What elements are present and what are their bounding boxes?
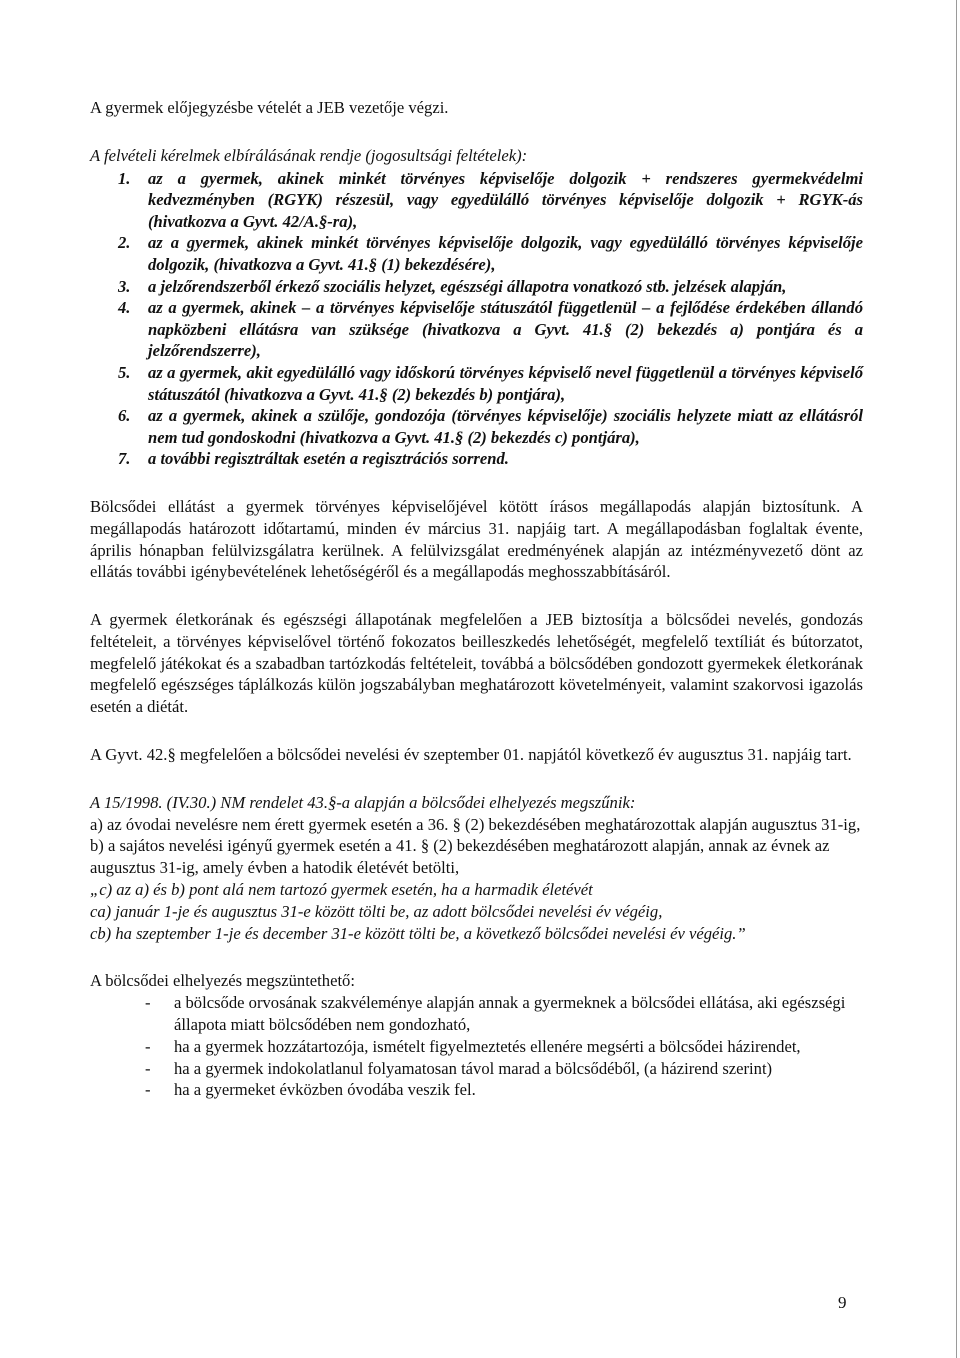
criteria-item: 5. az a gyermek, akit egyedülálló vagy időskorú törvényes képviselő nevel függetlenül a törvényes képviselő státuszától (hivatkozva a Gyvt. 41.§ (2) bekezdés b) pontjára),	[118, 362, 863, 404]
decree-heading: A 15/1998. (IV.30.) NM rendelet 43.§-a alapján a bölcsődei elhelyezés megszűnik:	[90, 792, 636, 812]
termination-item: - ha a gyermeket évközben óvodába veszik fel.	[145, 1080, 476, 1100]
agreement-paragraph: Bölcsődei ellátást a gyermek törvényes képviselőjével kötött írásos megállapodás alapján biztosítunk. A megállapodás határozott időtartamú, minden év március 31. napjáig tart. A megállapodásban foglaltak évente, április hónapban felülvizsgálatra kerülnek. A felülvizsgálat eredményének alapján az intézményvezető dönt az ellátás további igénybevételének lehetőségéről és a megállapodás meghosszabbításáról.	[90, 496, 863, 582]
care-paragraph: A gyermek életkorának és egészségi állapotának megfelelően a JEB biztosítja a bölcsődei nevelés, gondozás feltételeit, a törvényes képviselővel történő fokozatos beilleszkedés lehetőségét, megfelelő textíliát és bútorzatot, megfelelő játékokat és a szabadban tartózkodás feltételeit, továbbá a bölcsődében gondozott gyermekek életkorának megfelelő egészséges táplálkozás külön jogszabályban meghatározott követelményeit, valamint szakorvosi igazolás esetén a diétát.	[90, 610, 863, 717]
intro-paragraph: A gyermek előjegyzésbe vételét a JEB vezetője végzi.	[90, 98, 449, 117]
decree-point-cb: cb) ha szeptember 1-je és december 31-e között tölti be, a következő bölcsődei nevelési év végéig.”	[90, 923, 746, 943]
decree-point-b: b) a sajátos nevelési igényű gyermek esetén a 41. § (2) bekezdésében meghatározott alapján, annak az évnek az augusztus 31-ig, amely évben a hatodik életévét betölti,	[90, 836, 830, 878]
criteria-item: 1. az a gyermek, akinek minkét törvényes képviselője dolgozik + rendszeres gyermekvédelmi kedvezményben (RGYK) részesül, vagy egyedülálló törvényes képviselője dolgozik + RGYK-ás (hivatkozva a Gyvt. 42/A.§-ra),	[118, 168, 863, 231]
decree-point-c: „c) az a) és b) pont alá nem tartozó gyermek esetén, ha a harmadik életévét	[90, 880, 593, 900]
scan-edge-line	[956, 0, 957, 1358]
criteria-item: 6. az a gyermek, akinek a szülője, gondozója (törvényes képviselője) szociális helyzete miatt az ellátásról nem tud gondoskodni (hivatkozva a Gyvt. 41.§ (2) bekezdés c) pontjára),	[118, 406, 863, 447]
termination-list	[90, 992, 863, 1101]
gyvt-paragraph: A Gyvt. 42.§ megfelelően a bölcsődei nevelési év szeptember 01. napjától következő év augusztus 31. napjáig tart.	[90, 745, 852, 765]
criteria-heading: A felvételi kérelmek elbírálásának rendje (jogosultsági feltételek):	[90, 145, 528, 165]
criteria-item: 2. az a gyermek, akinek minkét törvényes képviselője dolgozik, vagy egyedülálló törvényes képviselője dolgozik, (hivatkozva a Gyvt. 41.§ (1) bekezdésére),	[118, 233, 863, 274]
criteria-item: 7. a további regisztráltak esetén a regisztrációs sorrend.	[118, 449, 509, 469]
termination-item: - ha a gyermek hozzátartozója, ismételt figyelmeztetés ellenére megsérti a bölcsődei házirendet,	[145, 1036, 801, 1056]
document-page	[90, 97, 863, 1101]
termination-item: - ha a gyermek indokolatlanul folyamatosan távol marad a bölcsődéből, (a házirend szerint)	[145, 1058, 773, 1078]
decree-point-ca: ca) január 1-je és augusztus 31-e között tölti be, az adott bölcsődei nevelési év végéig,	[90, 901, 663, 921]
decree-point-a: a) az óvodai nevelésre nem érett gyermek esetén a 36. § (2) bekezdésében meghatározottak alapján augusztus 31-ig,	[90, 814, 861, 834]
page-number: 9	[838, 1293, 847, 1312]
termination-heading: A bölcsődei elhelyezés megszüntethető:	[90, 971, 355, 991]
criteria-item: 4. az a gyermek, akinek – a törvényes képviselője státuszától függetlenül – a fejlődése érdekében állandó napközbeni ellátásra van szüksége (hivatkozva a Gyvt. 41.§ (2) bekezdés a) pontjára és a jelzőrendszerre),	[118, 298, 863, 361]
criteria-list	[90, 168, 863, 470]
criteria-item: 3. a jelzőrendszerből érkező szociális helyzet, egészségi állapotra vonatkozó stb. jelzések alapján,	[118, 276, 787, 296]
termination-item: - a bölcsőde orvosának szakvéleménye alapján annak a gyermeknek a bölcsődei ellátása, aki egészségi állapota miatt bölcsődében nem gondozható,	[145, 993, 846, 1035]
